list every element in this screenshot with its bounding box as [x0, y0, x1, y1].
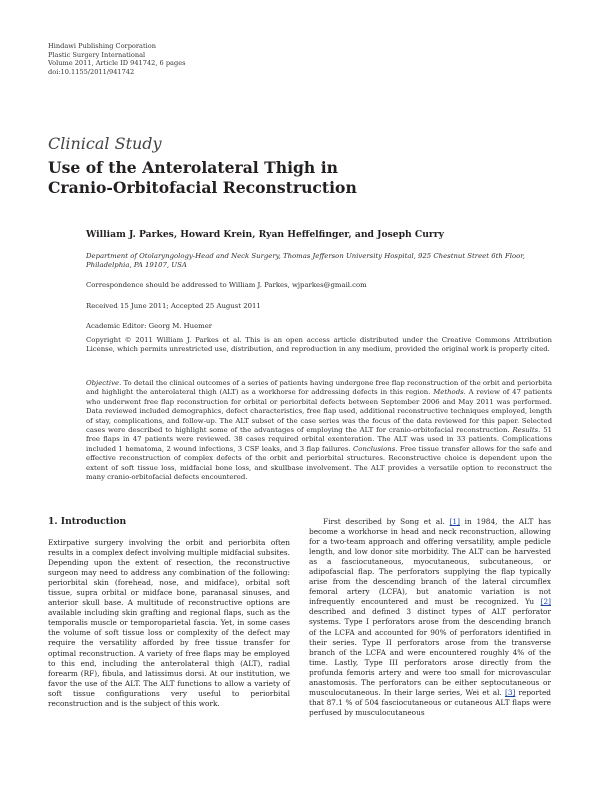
correspondence: Correspondence should be addressed to William J. Parkes, wjparkes@gmail.com	[86, 281, 367, 289]
introduction-column-1: Extirpative surgery involving the orbit and periorbita often results in a complex defect involving multiple midfacial subsites. Depending upon the extent of resection, the reconstructive surgeon may need to address any combination of the following: periorbital skin (forehead, nose, and midface), orbital soft tissue, supra orbital or midface bone, paranasal sinuses, and anterior skull base. A multitude of reconstructive options are available including skin grafting and regional flaps, such as the temporalis muscle or temporoparietal fascia. Yet, in some cases the volume of soft tissue loss or complexity of the defect may require the versatility afforded by free tissue transfer for optimal reconstruction. A variety of free flaps may be employed to this end, including the anterolateral thigh (ALT), radial forearm (RF), fibula, and latissimus dorsi. At our institution, we favor the use of the ALT. The ALT functions to allow a variety of soft tissue configurations very useful to periorbital reconstruction and is the subject of this work.	[48, 538, 290, 708]
abstract-objective-label: Objective.	[86, 379, 122, 387]
introduction-column-2	[309, 517, 551, 718]
abstract-methods: A review of 47 patients who underwent free flap reconstruction for orbital or periorbital defects between September 2006 and May 2011 was performed. Data reviewed included demographics, defect characteristics, free flap used, additional reconstructive techniques employed, length of stay, complications, and follow-up. The ALT subset of the case series was the focus of the data reviewed for this paper. Selected cases were described to highlight some of the advantages of employing the ALT for cranio-orbitofacial reconstruction.	[86, 388, 552, 435]
article-title	[48, 158, 528, 198]
author-list: William J. Parkes, Howard Krein, Ryan Heffelfinger, and Joseph Curry	[86, 229, 444, 240]
abstract-results-label: Results.	[512, 426, 541, 435]
abstract-results: 51 free flaps in 47 patients were reviewed. 38 cases required orbital exenteration. The ALT was used in 33 patients. Complications included 1 hematoma, 2 wound infections, 3 CSF leaks, and 3 flap failures.	[86, 426, 552, 453]
volume-line: Volume 2011, Article ID 941742, 6 pages	[48, 59, 186, 68]
intro-text-part: in 1984, the ALT has become a workhorse in head and neck reconstruction, allowing for a two-team approach and offering versatility, ample pedicle length, and low donor site morbidity. The ALT can be harvested as a fasciocutaneous, myocutaneous, subcutaneous, or adipofascial flap. The perforators supplying the flap typically arise from the descending branch of the lateral circumflex femoral artery (LCFA), but anatomic variation is not infrequently encountered and must be recognized. Yu	[309, 517, 551, 607]
citation-link-2[interactable]: [2]	[540, 597, 551, 607]
received-dates: Received 15 June 2011; Accepted 25 August 2011	[86, 302, 261, 310]
journal-line: Plastic Surgery International	[48, 50, 146, 59]
copyright-notice: Copyright © 2011 William J. Parkes et al. This is an open access article distributed under the Creative Commons Attribution License, which permits unrestricted use, distribution, and reproduction in any medium, provided the original work is properly cited.	[86, 336, 552, 354]
intro-text-part: reported that 87.1 % of 504 fasciocutaneous or cutaneous ALT flaps were perfused by musculocutaneous	[309, 687, 551, 717]
title-line-1: Use of the Anterolateral Thigh in	[48, 158, 338, 177]
intro-text-part: First described by Song et al.	[323, 517, 450, 526]
abstract-conclusions: Free tissue transfer allows for the safe and effective reconstruction of complex defects of the orbit and periorbital structures. Reconstructive choice is dependent upon the extent of soft tissue loss, midfacial bone loss, and skullbase involvement. The ALT provides a versatile option to reconstruct the many cranio-orbitofacial defects encountered.	[86, 444, 552, 482]
abstract-conclusions-label: Conclusions.	[353, 444, 398, 453]
doi-line: doi:10.1155/2011/941742	[48, 67, 135, 76]
abstract-objective: To detail the clinical outcomes of a series of patients having undergone free flap reconstruction of the orbit and periorbita and highlight the anterolateral thigh (ALT) as a workhorse for addressing defects in this region.	[86, 379, 552, 397]
abstract	[86, 379, 552, 482]
section-heading-introduction: 1. Introduction	[48, 516, 127, 527]
citation-link-3[interactable]: [3]	[504, 687, 516, 697]
academic-editor: Academic Editor: Georg M. Huemer	[86, 322, 213, 330]
publisher-line: Hindawi Publishing Corporation	[48, 42, 156, 50]
article-type: Clinical Study	[48, 134, 162, 153]
title-line-2: Cranio-Orbitofacial Reconstruction	[48, 178, 357, 197]
journal-header	[48, 42, 185, 76]
citation-link-1[interactable]: [1]	[449, 517, 460, 526]
affiliation: Department of Otolaryngology-Head and Neck Surgery, Thomas Jefferson University Hospital, 925 Chestnut Street 6th Floor, Philadelphia, PA 19107, USA	[86, 252, 525, 270]
abstract-methods-label: Methods.	[433, 388, 466, 397]
intro-text-part: described and defined 3 distinct types of ALT perforator systems. Type I perforators arose from the descending branch of the LCFA and accounted for 90% of perforators identified in their series. Type II perforators arose from the transverse branch of the LCFA and were encountered roughly 4% of the time. Lastly, Type III perforators arose directly from the profunda femoris artery and were too small for microvascular anastomosis. The perforators can be either septocutaneous or musculocutaneous. In their large series, Wei et al.	[309, 607, 551, 697]
